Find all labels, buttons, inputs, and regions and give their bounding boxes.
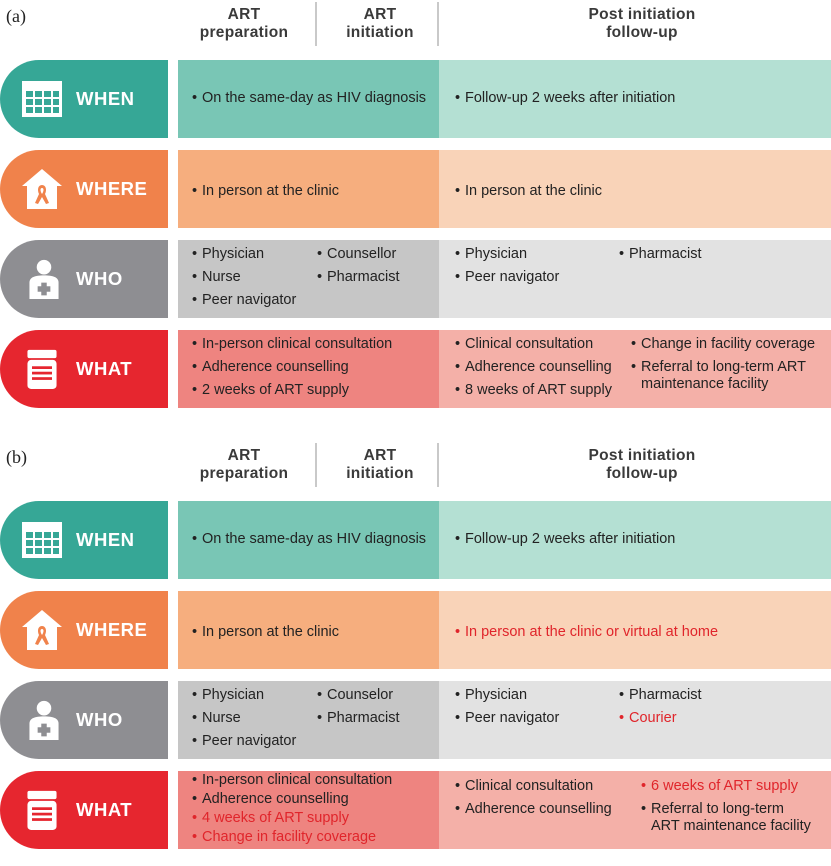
list-item: • Referral to long-term — [641, 801, 784, 817]
column-header-preparation: ART preparation — [199, 447, 289, 482]
row-who — [0, 681, 831, 759]
list-item: • Physician — [455, 246, 528, 262]
cell-followup — [439, 591, 831, 669]
list-item: • Pharmacist — [317, 710, 400, 726]
column-divider — [315, 2, 317, 46]
list-item: • Peer navigator — [455, 269, 560, 285]
panel-label: (b) — [6, 447, 27, 467]
pill-bottle-icon — [22, 345, 62, 393]
column-header-followup: Post initiation follow-up — [588, 447, 696, 482]
list-item: • Adherence counselling — [192, 791, 349, 807]
who-pill — [0, 681, 168, 759]
calendar-icon — [20, 77, 64, 121]
row-label: WHAT — [76, 799, 133, 820]
row-label: WHERE — [76, 619, 148, 640]
row-when — [0, 60, 831, 138]
list-item: • In-person clinical consultation — [192, 336, 393, 352]
row-where — [0, 150, 831, 228]
cell-followup — [439, 501, 831, 579]
column-divider — [437, 443, 439, 487]
list-item: • On the same-day as HIV diagnosis — [192, 531, 427, 547]
row-what — [0, 771, 831, 849]
list-item: • Physician — [192, 246, 265, 262]
calendar-icon — [20, 518, 64, 562]
list-item-highlighted: • In person at the clinic or virtual at home — [455, 624, 719, 640]
row-when — [0, 501, 831, 579]
where-pill — [0, 150, 168, 228]
cell-preparation — [178, 240, 439, 318]
list-item: • Peer navigator — [192, 733, 297, 749]
list-item-highlighted: • Change in facility coverage — [192, 829, 377, 845]
cell-preparation — [178, 771, 439, 849]
list-item: • Counsellor — [317, 246, 397, 262]
panel-label: (a) — [6, 6, 26, 26]
list-item: • In person at the clinic — [192, 624, 340, 640]
list-item: • Counselor — [317, 687, 394, 703]
list-item: • Change in facility coverage — [631, 336, 816, 352]
list-item: • Adherence counselling — [455, 801, 612, 817]
when-pill — [0, 60, 168, 138]
list-item: • Nurse — [192, 269, 241, 285]
list-item: • Pharmacist — [317, 269, 400, 285]
list-item: • Clinical consultation — [455, 778, 594, 794]
list-item-highlighted: • 6 weeks of ART supply — [641, 778, 798, 794]
row-label: WHO — [76, 268, 123, 289]
cell-followup — [439, 60, 831, 138]
health-worker-icon — [24, 697, 64, 743]
column-header-initiation: ART initiation — [346, 447, 414, 482]
panel-a — [0, 0, 831, 425]
row-label: WHERE — [76, 178, 148, 199]
list-item: • Adherence counselling — [192, 359, 349, 375]
list-item-continuation: ART maintenance facility — [651, 818, 811, 834]
panel-b — [0, 441, 831, 866]
what-pill — [0, 330, 168, 408]
row-who — [0, 240, 831, 318]
row-label: WHO — [76, 709, 123, 730]
row-label: WHEN — [76, 529, 135, 550]
list-item: • 8 weeks of ART supply — [455, 382, 612, 398]
list-item-highlighted: • Courier — [619, 710, 677, 726]
row-what — [0, 330, 831, 408]
list-item: • Peer navigator — [455, 710, 560, 726]
pill-bottle-icon — [22, 786, 62, 834]
list-item: • Physician — [455, 687, 528, 703]
row-where — [0, 591, 831, 669]
list-item-highlighted: • 4 weeks of ART supply — [192, 810, 349, 826]
column-header-initiation: ART initiation — [346, 6, 414, 41]
column-divider — [315, 443, 317, 487]
health-worker-icon — [24, 256, 64, 302]
column-header-preparation: ART preparation — [199, 6, 289, 41]
cell-followup — [439, 771, 831, 849]
cell-followup — [439, 330, 831, 408]
list-item: • Peer navigator — [192, 292, 297, 308]
row-label: WHEN — [76, 88, 135, 109]
column-divider — [437, 2, 439, 46]
list-item: • 2 weeks of ART supply — [192, 382, 349, 398]
row-label: WHAT — [76, 358, 133, 379]
list-item: • In person at the clinic — [192, 183, 340, 199]
list-item: • Follow-up 2 weeks after initiation — [455, 90, 676, 106]
cell-followup — [439, 681, 831, 759]
cell-followup — [439, 240, 831, 318]
cell-followup — [439, 150, 831, 228]
cell-preparation — [178, 591, 439, 669]
when-pill — [0, 501, 168, 579]
cell-preparation — [178, 150, 439, 228]
list-item: • Referral to long-term ART — [631, 359, 806, 375]
cell-preparation — [178, 681, 439, 759]
list-item: • Clinical consultation — [455, 336, 594, 352]
list-item-continuation: maintenance facility — [641, 376, 769, 392]
list-item: • Pharmacist — [619, 687, 702, 703]
house-ribbon-icon — [20, 167, 64, 211]
what-pill — [0, 771, 168, 849]
list-item: • Nurse — [192, 710, 241, 726]
list-item: • In person at the clinic — [455, 183, 603, 199]
column-header-followup: Post initiation follow-up — [588, 6, 696, 41]
list-item: • Adherence counselling — [455, 359, 612, 375]
list-item: • Pharmacist — [619, 246, 702, 262]
cell-preparation — [178, 501, 439, 579]
list-item: • In-person clinical consultation — [192, 772, 393, 788]
list-item: • Follow-up 2 weeks after initiation — [455, 531, 676, 547]
where-pill — [0, 591, 168, 669]
list-item: • Physician — [192, 687, 265, 703]
cell-preparation — [178, 330, 439, 408]
list-item: • On the same-day as HIV diagnosis — [192, 90, 427, 106]
house-ribbon-icon — [20, 608, 64, 652]
who-pill — [0, 240, 168, 318]
cell-preparation — [178, 60, 439, 138]
